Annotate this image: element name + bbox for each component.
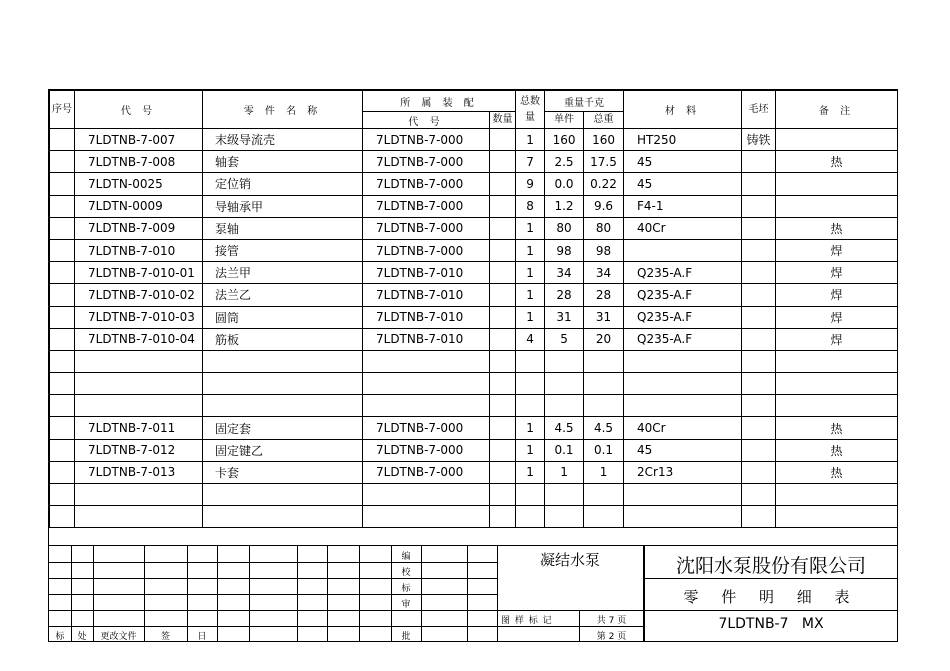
cell-asm (363, 395, 490, 417)
cell-unit (545, 506, 584, 528)
cell-qty: 1 (516, 417, 545, 439)
cell-asm: 7LDTNB-7-000 (363, 461, 490, 483)
cell-name: 泵轴 (203, 217, 363, 239)
cell-remark (776, 129, 898, 151)
header-seq: 序号 (50, 91, 75, 129)
cell-total: 1 (584, 461, 624, 483)
cell-unit (545, 484, 584, 506)
label-chu: 处 (77, 632, 87, 642)
cell-code (75, 350, 203, 372)
cell-total (584, 484, 624, 506)
cell-code: 7LDTNB-7-010-04 (75, 328, 203, 350)
cell-asmqty (490, 262, 516, 284)
cell-blank (742, 461, 776, 483)
cell-blank (742, 328, 776, 350)
sheet-number: 第 2 页 (596, 632, 627, 642)
cell-seq (50, 373, 75, 395)
cell-unit: 4.5 (545, 417, 584, 439)
cell-name: 轴套 (203, 151, 363, 173)
cell-asm: 7LDTNB-7-010 (363, 328, 490, 350)
cell-qty: 1 (516, 439, 545, 461)
cell-seq (50, 284, 75, 306)
cell-name: 接管 (203, 239, 363, 261)
cell-code: 7LDTNB-7-011 (75, 417, 203, 439)
cell-asmqty (490, 306, 516, 328)
cell-total: 9.6 (584, 195, 624, 217)
cell-name: 固定键乙 (203, 439, 363, 461)
cell-asm: 7LDTNB-7-000 (363, 151, 490, 173)
cell-seq (50, 129, 75, 151)
cell-seq (50, 195, 75, 217)
cell-unit: 2.5 (545, 151, 584, 173)
cell-name (203, 484, 363, 506)
cell-asmqty (490, 284, 516, 306)
cell-unit (545, 350, 584, 372)
table-row (50, 262, 898, 284)
label-sign: 签 (160, 632, 170, 642)
cell-unit: 0.0 (545, 173, 584, 195)
cell-seq (50, 350, 75, 372)
cell-code: 7LDTN-0025 (75, 173, 203, 195)
cell-total: 0.1 (584, 439, 624, 461)
cell-name (203, 373, 363, 395)
cell-name: 法兰乙 (203, 284, 363, 306)
cell-mat: 45 (624, 151, 742, 173)
table-row (50, 173, 898, 195)
cell-asm: 7LDTNB-7-000 (363, 239, 490, 261)
cell-mat: Q235-A.F (624, 284, 742, 306)
cell-name: 末级导流壳 (203, 129, 363, 151)
cell-blank (742, 350, 776, 372)
cell-mat: 45 (624, 173, 742, 195)
sheets-total: 共 7 页 (596, 616, 627, 626)
label-pi: 批 (401, 632, 411, 642)
cell-qty: 7 (516, 151, 545, 173)
cell-total: 160 (584, 129, 624, 151)
table-row (50, 151, 898, 173)
cell-code (75, 484, 203, 506)
cell-remark: 热 (776, 217, 898, 239)
cell-seq (50, 151, 75, 173)
table-row (50, 350, 898, 372)
cell-seq (50, 262, 75, 284)
cell-remark (776, 173, 898, 195)
cell-total: 20 (584, 328, 624, 350)
cell-qty: 1 (516, 284, 545, 306)
cell-asmqty (490, 506, 516, 528)
cell-seq (50, 328, 75, 350)
cell-blank (742, 395, 776, 417)
cell-asm: 7LDTNB-7-010 (363, 284, 490, 306)
cell-total: 98 (584, 239, 624, 261)
cell-seq (50, 395, 75, 417)
cell-qty: 1 (516, 129, 545, 151)
cell-name: 定位销 (203, 173, 363, 195)
cell-seq (50, 306, 75, 328)
cell-blank (742, 484, 776, 506)
cell-blank: 铸铁 (742, 129, 776, 151)
cell-blank (742, 417, 776, 439)
cell-seq (50, 439, 75, 461)
cell-total (584, 350, 624, 372)
header-blank: 毛坯 (742, 91, 776, 129)
cell-remark: 焊 (776, 239, 898, 261)
cell-qty: 9 (516, 173, 545, 195)
cell-asmqty (490, 461, 516, 483)
cell-blank (742, 151, 776, 173)
parts-table (49, 90, 898, 528)
cell-name: 法兰甲 (203, 262, 363, 284)
header-material: 材 料 (624, 91, 742, 129)
cell-asm: 7LDTNB-7-000 (363, 195, 490, 217)
cell-unit: 80 (545, 217, 584, 239)
cell-asmqty (490, 373, 516, 395)
label-biao-std: 标 (401, 584, 411, 594)
cell-asm (363, 484, 490, 506)
cell-asmqty (490, 129, 516, 151)
cell-qty (516, 506, 545, 528)
cell-code: 7LDTNB-7-010 (75, 239, 203, 261)
table-row (50, 506, 898, 528)
cell-unit: 31 (545, 306, 584, 328)
cell-asm: 7LDTNB-7-010 (363, 262, 490, 284)
cell-name: 圆筒 (203, 306, 363, 328)
cell-asmqty (490, 328, 516, 350)
cell-total: 80 (584, 217, 624, 239)
cell-mat: 45 (624, 439, 742, 461)
cell-seq (50, 461, 75, 483)
table-row (50, 417, 898, 439)
cell-mat: 40Cr (624, 217, 742, 239)
table-row (50, 439, 898, 461)
cell-code: 7LDTNB-7-013 (75, 461, 203, 483)
cell-asm: 7LDTNB-7-000 (363, 217, 490, 239)
cell-mat: Q235-A.F (624, 306, 742, 328)
cell-asmqty (490, 395, 516, 417)
cell-mat: F4-1 (624, 195, 742, 217)
cell-unit: 160 (545, 129, 584, 151)
cell-code: 7LDTNB-7-008 (75, 151, 203, 173)
cell-asm: 7LDTNB-7-010 (363, 306, 490, 328)
cell-mat: HT250 (624, 129, 742, 151)
table-row (50, 373, 898, 395)
cell-asm: 7LDTNB-7-000 (363, 439, 490, 461)
cell-unit (545, 395, 584, 417)
cell-remark (776, 195, 898, 217)
cell-unit: 28 (545, 284, 584, 306)
cell-qty: 1 (516, 306, 545, 328)
cell-qty: 8 (516, 195, 545, 217)
cell-code: 7LDTNB-7-010-01 (75, 262, 203, 284)
cell-unit: 98 (545, 239, 584, 261)
cell-asm: 7LDTNB-7-000 (363, 417, 490, 439)
header-unit-weight: 单件 (545, 112, 584, 129)
cell-asmqty (490, 417, 516, 439)
cell-remark (776, 395, 898, 417)
cell-total (584, 506, 624, 528)
header-total-weight: 总重 (584, 112, 624, 129)
cell-total: 28 (584, 284, 624, 306)
cell-blank (742, 506, 776, 528)
header-asm-qty: 数量 (490, 112, 516, 129)
cell-qty (516, 395, 545, 417)
cell-remark (776, 350, 898, 372)
cell-unit (545, 373, 584, 395)
cell-asm: 7LDTNB-7-000 (363, 173, 490, 195)
cell-seq (50, 506, 75, 528)
cell-remark (776, 506, 898, 528)
cell-seq (50, 173, 75, 195)
cell-code (75, 395, 203, 417)
cell-blank (742, 195, 776, 217)
cell-seq (50, 217, 75, 239)
cell-asmqty (490, 239, 516, 261)
table-row (50, 195, 898, 217)
cell-asm (363, 506, 490, 528)
cell-unit: 0.1 (545, 439, 584, 461)
cell-blank (742, 306, 776, 328)
cell-qty: 1 (516, 217, 545, 239)
cell-qty: 1 (516, 461, 545, 483)
cell-mat (624, 395, 742, 417)
cell-seq (50, 484, 75, 506)
cell-code: 7LDTNB-7-010-03 (75, 306, 203, 328)
cell-blank (742, 239, 776, 261)
table-row (50, 129, 898, 151)
cell-total: 34 (584, 262, 624, 284)
cell-blank (742, 262, 776, 284)
cell-name (203, 350, 363, 372)
cell-asmqty (490, 439, 516, 461)
cell-code (75, 373, 203, 395)
cell-code: 7LDTNB-7-010-02 (75, 284, 203, 306)
cell-asmqty (490, 484, 516, 506)
cell-asmqty (490, 350, 516, 372)
document-code: 7LDTNB-7 MX (718, 616, 824, 632)
cell-qty: 4 (516, 328, 545, 350)
cell-name: 固定套 (203, 417, 363, 439)
document-title: 零 件 明 细 表 (683, 588, 859, 606)
cell-remark (776, 373, 898, 395)
cell-asmqty (490, 217, 516, 239)
table-row (50, 328, 898, 350)
cell-remark: 热 (776, 417, 898, 439)
cell-blank (742, 173, 776, 195)
table-row (50, 461, 898, 483)
cell-asm (363, 373, 490, 395)
cell-unit: 5 (545, 328, 584, 350)
cell-qty: 1 (516, 262, 545, 284)
label-bian: 编 (401, 552, 411, 562)
cell-remark: 焊 (776, 284, 898, 306)
cell-blank (742, 373, 776, 395)
cell-qty (516, 373, 545, 395)
cell-qty (516, 484, 545, 506)
cell-code: 7LDTN-0009 (75, 195, 203, 217)
cell-mat (624, 506, 742, 528)
cell-asmqty (490, 195, 516, 217)
cell-total (584, 373, 624, 395)
cell-remark: 焊 (776, 306, 898, 328)
header-remark: 备 注 (776, 91, 898, 129)
cell-remark: 热 (776, 439, 898, 461)
cell-asm: 7LDTNB-7-000 (363, 129, 490, 151)
cell-remark: 热 (776, 151, 898, 173)
cell-name: 导轴承甲 (203, 195, 363, 217)
cell-mat (624, 350, 742, 372)
cell-name: 筋板 (203, 328, 363, 350)
cell-code: 7LDTNB-7-009 (75, 217, 203, 239)
table-row (50, 484, 898, 506)
cell-mat: Q235-A.F (624, 262, 742, 284)
cell-blank (742, 439, 776, 461)
cell-asmqty (490, 151, 516, 173)
cell-seq (50, 239, 75, 261)
table-row (50, 395, 898, 417)
header-name: 零 件 名 称 (203, 91, 363, 129)
company-name: 沈阳水泵股份有限公司 (675, 555, 866, 577)
header-assembly: 所 属 装 配 (363, 91, 516, 112)
parts-list-sheet (48, 89, 898, 642)
label-jiao: 校 (401, 568, 411, 578)
drawing-mark: 图 样 标 记 (501, 616, 553, 626)
cell-unit: 1.2 (545, 195, 584, 217)
header-total-qty: 总数量 (516, 91, 545, 129)
cell-mat: 2Cr13 (624, 461, 742, 483)
cell-asmqty (490, 173, 516, 195)
cell-unit: 34 (545, 262, 584, 284)
cell-mat (624, 373, 742, 395)
header-weight: 重量千克 (545, 91, 624, 112)
cell-name: 卡套 (203, 461, 363, 483)
cell-total: 17.5 (584, 151, 624, 173)
header-code: 代 号 (75, 91, 203, 129)
cell-blank (742, 284, 776, 306)
cell-qty: 1 (516, 239, 545, 261)
title-block (49, 545, 897, 642)
cell-qty (516, 350, 545, 372)
cell-blank (742, 217, 776, 239)
product-name: 凝结水泵 (539, 551, 600, 569)
cell-total (584, 395, 624, 417)
cell-remark: 热 (776, 461, 898, 483)
cell-mat: 40Cr (624, 417, 742, 439)
cell-name (203, 506, 363, 528)
header-asm-code: 代 号 (363, 112, 490, 129)
cell-total: 4.5 (584, 417, 624, 439)
cell-mat (624, 484, 742, 506)
cell-asm (363, 350, 490, 372)
label-date: 日 (197, 632, 207, 642)
table-row (50, 239, 898, 261)
cell-remark: 焊 (776, 262, 898, 284)
cell-name (203, 395, 363, 417)
cell-total: 31 (584, 306, 624, 328)
label-shen: 审 (401, 600, 411, 610)
cell-mat (624, 239, 742, 261)
cell-total: 0.22 (584, 173, 624, 195)
cell-remark (776, 484, 898, 506)
label-change-doc: 更改文件 (100, 632, 137, 642)
cell-code: 7LDTNB-7-007 (75, 129, 203, 151)
cell-code (75, 506, 203, 528)
label-biao: 标 (55, 632, 65, 642)
cell-code: 7LDTNB-7-012 (75, 439, 203, 461)
cell-mat: Q235-A.F (624, 328, 742, 350)
table-row (50, 306, 898, 328)
cell-seq (50, 417, 75, 439)
cell-unit: 1 (545, 461, 584, 483)
table-row (50, 284, 898, 306)
cell-remark: 焊 (776, 328, 898, 350)
table-row (50, 217, 898, 239)
